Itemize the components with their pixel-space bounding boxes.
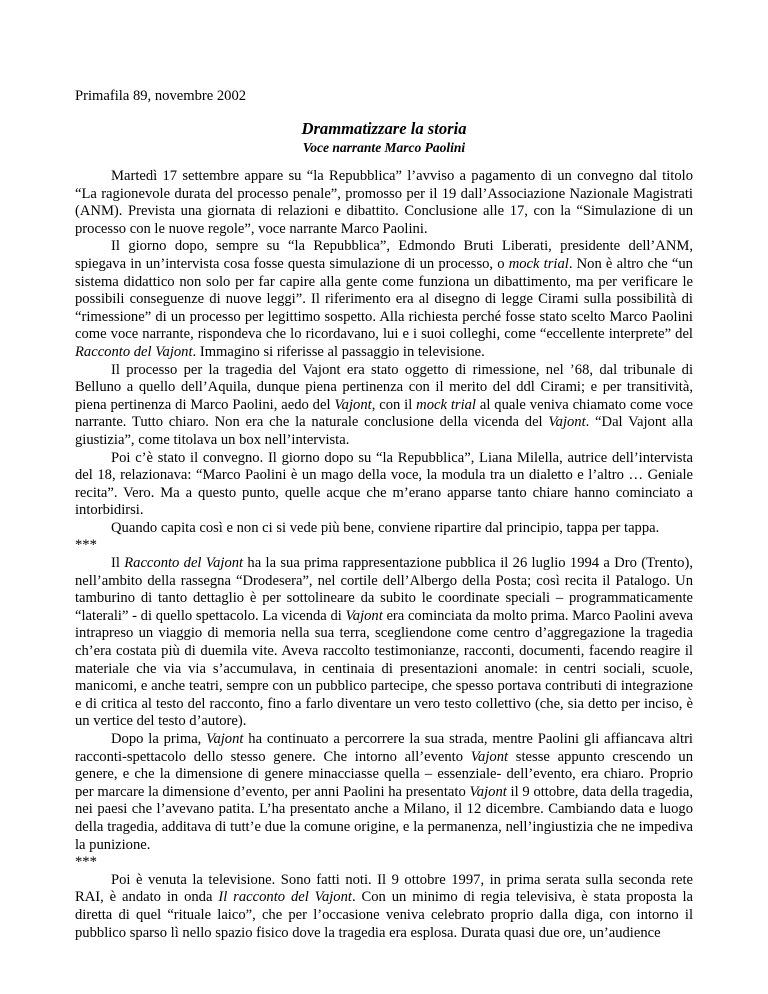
paragraph-7: Dopo la prima, Vajont ha continuato a percorrere la sua strada, mentre Paolini gli affiancava altri racconti-spettacolo dello stesso genere. Che intorno all’evento Vajont stesse appunto crescendo un genere, e che la dimensione di genere minacciasse quella – essenziale- dell’evento, era chiaro. Proprio per marcare la dimensione d’evento, per anni Paolini ha presentato Vajont il 9 ottobre, data della tragedia, nei paesi che l’avevano patita. L’ha presentato anche a Milano, il 12 dicembre. Cambiando data e luogo della tragedia, additava di tutt’e due la comune origine, e la permanenza, nell’ingiustizia che ne impediva la punizione. (75, 731, 693, 853)
paragraph-6: Il Racconto del Vajont ha la sua prima rappresentazione pubblica il 26 luglio 1994 a Dro (Trento), nell’ambito della rassegna “Drodesera”, nel cortile dell’Albergo della Posta; così recita il Patalogo. Un tamburino di tanto dettaglio è per sottolineare da subito le coordinate speciali – programmaticamente “laterali” - di quello spettacolo. La vicenda di Vajont era cominciata da molto prima. Marco Paolini aveva intrapreso un viaggio di memoria nella sua terra, scegliendone come centro d’aggregazione la tragedia ch’era costata più di duemila vite. Aveva raccolto testimonianze, racconti, documenti, facendo reagire il materiale che via via s’accumulava, in centinaia di presentazioni anomale: in centri sociali, scuole, manicomi, e anche teatri, sempre con un pubblico partecipe, che spesso portava contributi di integrazione e di critica al testo del racconto, fino a farlo diventare un vero testo collettivo (che, sia detto per inciso, è un vertice del testo d’autore). (75, 555, 693, 730)
section-separator: *** (75, 537, 97, 554)
paragraph-1: Martedì 17 settembre appare su “la Repubblica” l’avviso a pagamento di un convegno dal titolo “La ragionevole durata del processo penale”, promosso per il 19 dall’Associazione Nazionale Magistrati (ANM). Prevista una giornata di relazioni e dibattito. Conclusione alle 17, con la “Simulazione di un processo con le nuove regole”, voce narrante Marco Paolini. (75, 168, 693, 237)
paragraph-5: Quando capita così e non ci si vede più bene, conviene ripartire dal principio, tappa per tappa. (111, 519, 660, 536)
article-body (75, 168, 693, 942)
title-block (75, 119, 693, 156)
article-title: Drammatizzare la storia (301, 119, 467, 138)
article-subtitle: Voce narrante Marco Paolini (302, 140, 466, 155)
paragraph-3: Il processo per la tragedia del Vajont era stato oggetto di rimessione, nel ’68, dal tribunale di Belluno a quello dell’Aquila, dunque piena pertinenza con il merito del ddl Cirami; e per transitività, piena pertinenza di Marco Paolini, aedo del Vajont, con il mock trial al quale veniva chiamato come voce narrante. Tutto chiaro. Non era che la naturale conclusione della vicenda del Vajont. “Dal Vajont alla giustizia”, come titolava un box nell’intervista. (75, 361, 693, 448)
source-line: Primafila 89, novembre 2002 (75, 88, 247, 104)
paragraph-8: Poi è venuta la televisione. Sono fatti noti. Il 9 ottobre 1997, in prima serata sulla seconda rete RAI, è andato in onda Il racconto del Vajont. Con un minimo di regia televisiva, è stata proposta la diretta di quel “rituale laico”, che per l’occasione veniva celebrato proprio dalla diga, con intorno il pubblico sparso lì nello spazio fisico dove la tragedia era esplosa. Durata quasi due ore, un’audience (75, 871, 693, 941)
paragraph-2: Il giorno dopo, sempre su “la Repubblica”, Edmondo Bruti Liberati, presidente dell’ANM, spiegava in un’intervista cosa fosse questa simulazione di un processo, o mock trial. Non è altro che “un sistema didattico non solo per far capire alla gente come funziona un dibattimento, ma per verificare le possibili conseguenze di nuove leggi”. Il riferimento era al disegno di legge Cirami sulla possibilità di “rimessione” di un processo per legittimo sospetto. Alla richiesta perché fosse stato scelto Marco Paolini come voce narrante, rispondeva che lo ricordavano, lui e i suoi colleghi, come “eccellente interprete” del Racconto del Vajont. Immagino si riferisse al passaggio in televisione. (75, 238, 693, 360)
paragraph-4: Poi c’è stato il convegno. Il giorno dopo su “la Repubblica”, Liana Milella, autrice dell’intervista del 18, relazionava: “Marco Paolini è un mago della voce, la modula tra un dialetto e l’altro … Geniale recita”. Vero. Ma a questo punto, quelle acque che m’erano apparse tanto chiare hanno cominciato a intorbidirsi. (75, 449, 693, 519)
section-separator: *** (75, 854, 97, 871)
